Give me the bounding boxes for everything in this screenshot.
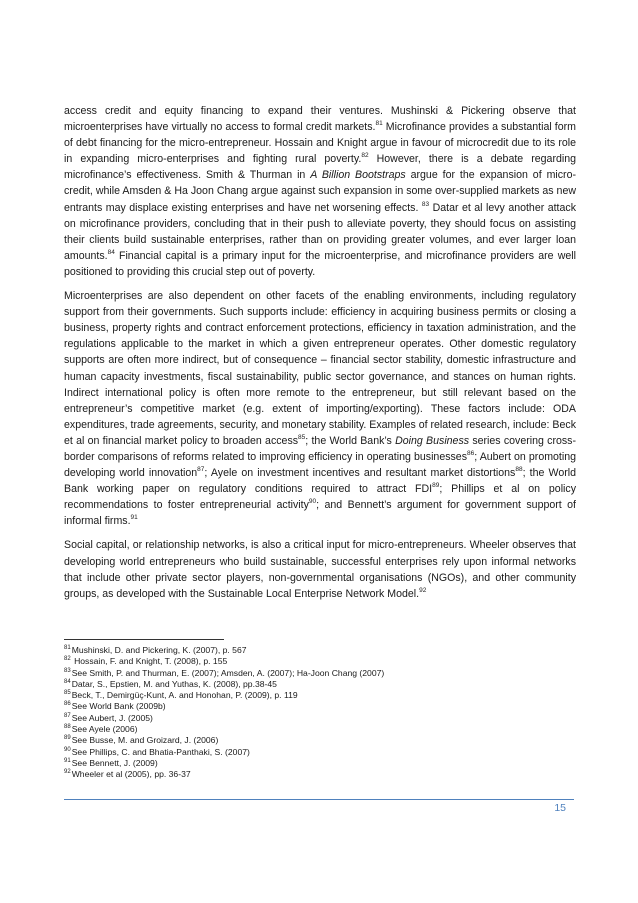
paragraph: Microenterprises are also dependent on other facets of the enabling environments, including regulatory support from their governments. Such supports include: efficiency in acquiring business permits or closing a business, property rights and contract enforcement protections, efficiency in taxation administration, and the regulations applicable to the market in which a given entrepreneur operates. Other domestic regulatory supports are often more indirect, but of consequence – financial sector stability, domestic infrastructure and human capacity investments, fiscal sustainability, public sector governance, and stances on human rights. Indirect international policy is often more remote to the entrepreneur, but still relevant based on the entrepreneur’s competitive market (e.g. extent of importing/exporting). These factors include: ODA expenditures, trade agreements, security, and monetary stability. Examples of related research, include: Beck et al on financial market policy to broaden access$^{85}$; the World Bank’s Doing Business series covering cross-border comparisons of reforms related to improving efficiency in operating businesses$^{86}$; Aubert on promoting developing world innovation$^{87}$; Ayele on investment incentives and resultant market distortions$^{88}$; the World Bank working paper on regulatory conditions required to attract FDI$^{89}$; Phillips et al on policy recommendations to foster entrepreneurial activity$^{90}$; and Bennett’s argument for government support of informal firms.$^{91}$ xyxy=(64,290,577,528)
footnote-text: See Busse, M. and Groizard, J. (2006) xyxy=(71,735,219,746)
footnote-number: 89 xyxy=(64,735,71,742)
page-number: 15 xyxy=(554,802,566,814)
footnote-ref: 87 xyxy=(197,466,205,474)
footnote xyxy=(64,735,574,746)
footnote-text: Mushinski, D. and Pickering, K. (2007), p. 567 xyxy=(71,645,247,655)
footnote-number: 81 xyxy=(64,645,71,651)
footnote xyxy=(64,645,574,656)
footnote xyxy=(64,758,574,769)
footnote xyxy=(64,724,574,735)
footnote xyxy=(64,769,574,780)
footnote-number: 88 xyxy=(64,724,71,731)
footnote-separator xyxy=(64,639,224,640)
footnote-text: See Aubert, J. (2005) xyxy=(71,712,153,723)
footer-rule xyxy=(64,799,574,800)
footnote-number: 82 xyxy=(64,656,71,663)
footnote-ref: 88 xyxy=(515,466,523,474)
footnote xyxy=(64,656,574,667)
footnote xyxy=(64,679,574,690)
footnote xyxy=(64,690,574,701)
footnote-ref: 86 xyxy=(467,449,475,457)
italic-title: Doing Business xyxy=(395,434,470,447)
footnote-number: 85 xyxy=(64,690,71,697)
footnote-number: 84 xyxy=(64,678,71,685)
footnote-number: 86 xyxy=(64,701,71,708)
italic-title: A Billion Bootstraps xyxy=(310,169,406,182)
footnote-text: See Ayele (2006) xyxy=(71,724,138,735)
footnote-text: Datar, S., Epstien, M. and Yuthas, K. (2008), pp.38-45 xyxy=(71,678,277,689)
footnote xyxy=(64,713,574,724)
footnote-text: Beck, T., Demirgüç-Kunt, A. and Honohan, P. (2009), p. 119 xyxy=(71,690,298,701)
footnote-text: Hossain, F. and Knight, T. (2008), p. 155 xyxy=(71,656,228,667)
footnote xyxy=(64,668,574,679)
footnote-ref: 83 xyxy=(421,200,430,208)
footnote xyxy=(64,701,574,712)
footnote-text: Wheeler et al (2005), pp. 36-37 xyxy=(71,769,191,780)
footnote-ref: 90 xyxy=(308,498,317,506)
footnote-text: See Phillips, C. and Bhatia-Panthaki, S. (2007) xyxy=(71,746,250,757)
footnote-text: See Bennett, J. (2009) xyxy=(71,757,158,768)
footnote-number: 87 xyxy=(64,712,71,719)
footnote-number: 90 xyxy=(64,746,71,753)
footnote-number: 91 xyxy=(64,757,71,764)
footnote-text: See World Bank (2009b) xyxy=(71,701,166,712)
footnote-ref: 89 xyxy=(432,482,440,490)
paragraph: access credit and equity financing to expand their ventures. Mushinski & Pickering observe that microenterprises have virtually no access to formal credit markets.$^{81}$ Microfinance provides a substantial form of debt financing for the micro-entrepreneur. Hossain and Knight argue in favour of microcredit due to its role in expanding micro-enterprises and fighting rural poverty.$^{82}$ However, there is a debate regarding microfinance’s effectiveness. Smith & Thurman in A Billion Bootstraps argue for the expansion of micro-credit, while Amsden & Ha Joon Chang argue against such expansion in some over-supplied markets as new entrants may displace existing enterprises and have net worsening effects. $^{83}$ Datar et al levy another attack on microfinance providers, concluding that in their push to alleviate poverty, they should focus on assisting their clients build sustainable enterprises, rather than on providing greater volumes, and ever larger loan amounts.$^{84}$ Financial capital is a primary input for the microenterprise, and microfinance providers are well positioned to providing this crucial step out of poverty. xyxy=(64,105,576,278)
paragraph: Social capital, or relationship networks, is also a critical input for micro-entrepreneurs. Wheeler observes that developing world entrepreneurs who build sustainable, successful enterprises rely upon informal networks that include other private sector players, non-governmental organisations (NGOs), and other community groups, as developed with the Sustainable Local Enterprise Network Model.$^{92}$ xyxy=(64,539,576,600)
footnote-ref: 82 xyxy=(361,152,369,160)
footnote-ref: 85 xyxy=(298,433,306,441)
footnote-ref: 92 xyxy=(419,586,427,594)
footnote-ref: 81 xyxy=(375,120,383,128)
footnote-ref: 84 xyxy=(107,248,115,256)
footnote-number: 92 xyxy=(64,769,71,776)
footnote-text: See Smith, P. and Thurman, E. (2007); Amsden, A. (2007); Ha-Joon Chang (2007) xyxy=(71,667,385,678)
footnote-number: 83 xyxy=(64,667,71,674)
footnote-ref: 91 xyxy=(130,514,138,522)
footnote xyxy=(64,747,574,758)
footnotes xyxy=(64,645,574,781)
body-text xyxy=(64,103,576,610)
